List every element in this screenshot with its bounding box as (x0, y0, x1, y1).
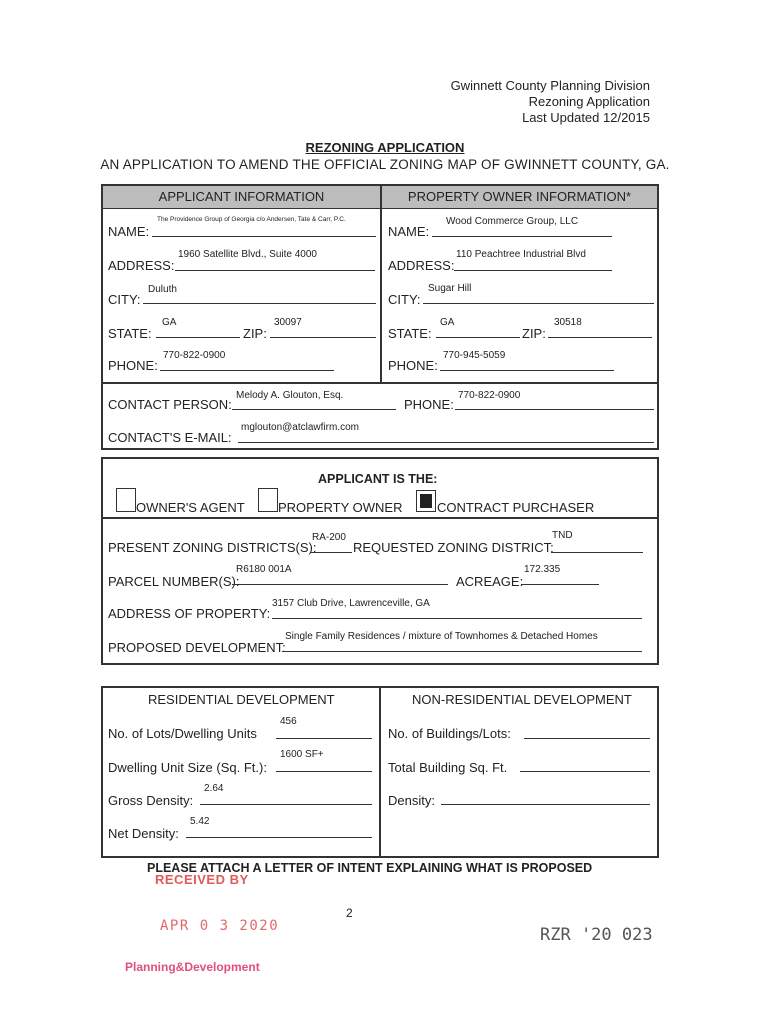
contact-phone-label: PHONE: (404, 397, 454, 412)
nonresidential-heading: NON-RESIDENTIAL DEVELOPMENT (412, 692, 632, 707)
residential-heading: RESIDENTIAL DEVELOPMENT (148, 692, 335, 707)
contact-person-value[interactable]: Melody A. Glouton, Esq. (236, 390, 344, 401)
attach-letter-note: PLEASE ATTACH A LETTER OF INTENT EXPLAINING WHAT IS PROPOSED (147, 861, 593, 875)
document-header (451, 78, 650, 126)
stamp-date: APR 0 3 2020 (160, 918, 280, 934)
total-sqft-line[interactable] (520, 771, 650, 772)
owner-zip-label: ZIP: (522, 326, 546, 341)
density-line[interactable] (441, 804, 650, 805)
form-title: REZONING APPLICATION (305, 140, 465, 155)
applicant-address-label: ADDRESS: (108, 258, 175, 273)
section-divider (380, 184, 382, 384)
property-address-line (272, 618, 642, 619)
acreage-label: ACREAGE: (456, 574, 524, 589)
owner-zip-value[interactable]: 30518 (554, 317, 582, 328)
received-stamp: RECEIVED BY (155, 872, 249, 887)
net-density-line (186, 837, 372, 838)
gross-density-value[interactable]: 2.64 (204, 783, 224, 794)
gross-density-label: Gross Density: (108, 793, 194, 808)
contact-person-label: CONTACT PERSON: (108, 397, 232, 412)
owner-city-value[interactable]: Sugar Hill (428, 283, 472, 294)
present-zoning-value[interactable]: RA-200 (312, 532, 346, 543)
parcel-number-label: PARCEL NUMBER(S): (108, 574, 240, 589)
lots-line (276, 738, 372, 739)
parcel-number-value[interactable]: R6180 001A (236, 564, 292, 575)
present-zoning-line (310, 552, 352, 553)
applicant-city-line (143, 303, 376, 304)
gross-density-line (200, 804, 372, 805)
acreage-line (521, 584, 599, 585)
proposed-development-line (282, 651, 642, 652)
property-owner-checkbox[interactable] (258, 488, 278, 512)
page-number: 2 (346, 906, 353, 920)
form-name: Rezoning Application (528, 94, 650, 109)
last-updated: Last Updated 12/2015 (522, 110, 650, 125)
acreage-value[interactable]: 172.335 (524, 564, 561, 575)
applicant-phone-label: PHONE: (108, 358, 158, 373)
contract-purchaser-label: CONTRACT PURCHASER (437, 500, 595, 515)
requested-zoning-value[interactable]: TND (552, 530, 573, 541)
property-owner-label: PROPERTY OWNER (278, 500, 403, 515)
owner-state-line (436, 337, 520, 338)
lots-value[interactable]: 456 (280, 716, 297, 727)
division-name: Gwinnett County Planning Division (450, 78, 650, 93)
owner-state-label: STATE: (388, 326, 432, 341)
total-sqft-label: Total Building Sq. Ft. (388, 760, 508, 775)
owner-city-label: CITY: (388, 292, 421, 307)
contract-purchaser-checkbox[interactable] (416, 490, 436, 512)
applicant-address-line (175, 270, 375, 271)
owner-name-value[interactable]: Wood Commerce Group, LLC (446, 216, 579, 227)
owner-address-line (454, 270, 612, 271)
applicant-name-line (152, 236, 376, 237)
owner-phone-line (440, 370, 614, 371)
development-divider (379, 686, 381, 858)
case-number: RZR '20 023 (540, 925, 653, 945)
proposed-development-label: PROPOSED DEVELOPMENT: (108, 640, 286, 655)
department-stamp: Planning&Development (125, 960, 260, 974)
unit-size-value[interactable]: 1600 SF+ (280, 749, 324, 760)
contact-phone-value[interactable]: 770-822-0900 (458, 390, 521, 401)
owner-address-label: ADDRESS: (388, 258, 455, 273)
owner-address-value[interactable]: 110 Peachtree Industrial Blvd (456, 249, 586, 260)
applicant-type-heading: APPLICANT IS THE: (318, 472, 438, 486)
contact-email-value[interactable]: mglouton@atclawfirm.com (241, 422, 359, 433)
checkbox-fill (420, 494, 432, 508)
lots-label: No. of Lots/Dwelling Units (108, 726, 257, 741)
owner-phone-label: PHONE: (388, 358, 438, 373)
applicant-zip-line (270, 337, 376, 338)
net-density-value[interactable]: 5.42 (190, 816, 210, 827)
property-address-value[interactable]: 3157 Club Drive, Lawrenceville, GA (272, 598, 430, 609)
buildings-line[interactable] (524, 738, 650, 739)
requested-zoning-line (551, 552, 643, 553)
proposed-development-value[interactable]: Single Family Residences / mixture of Townhomes & Detached Homes (285, 631, 598, 642)
owners-agent-checkbox[interactable] (116, 488, 136, 512)
owner-info-heading: PROPERTY OWNER INFORMATION* (382, 186, 657, 209)
applicant-state-label: STATE: (108, 326, 152, 341)
applicant-phone-value[interactable]: 770-822-0900 (163, 350, 226, 361)
applicant-info-heading: APPLICANT INFORMATION (103, 186, 380, 209)
applicant-phone-line (160, 370, 334, 371)
applicant-name-label: NAME: (108, 224, 150, 239)
applicant-name-value[interactable]: The Providence Group of Georgia c/o Andersen, Tate & Carr, P.C. (157, 216, 346, 223)
property-address-label: ADDRESS OF PROPERTY: (108, 606, 271, 621)
contact-phone-line (455, 409, 654, 410)
unit-size-label: Dwelling Unit Size (Sq. Ft.): (108, 760, 267, 775)
net-density-label: Net Density: (108, 826, 179, 841)
applicant-address-value[interactable]: 1960 Satellite Blvd., Suite 4000 (178, 249, 317, 260)
contact-email-label: CONTACT'S E-MAIL: (108, 430, 232, 445)
applicant-city-label: CITY: (108, 292, 141, 307)
owner-zip-line (548, 337, 652, 338)
present-zoning-label: PRESENT ZONING DISTRICTS(S): (108, 540, 317, 555)
owners-agent-label: OWNER'S AGENT (136, 500, 245, 515)
parcel-number-line (232, 584, 448, 585)
applicant-zip-value[interactable]: 30097 (274, 317, 302, 328)
density-label: Density: (388, 793, 435, 808)
unit-size-line (276, 771, 372, 772)
applicant-state-line (156, 337, 240, 338)
owner-city-line (423, 303, 654, 304)
applicant-zip-label: ZIP: (243, 326, 267, 341)
applicant-state-value[interactable]: GA (162, 317, 177, 328)
applicant-city-value[interactable]: Duluth (148, 284, 177, 295)
requested-zoning-label: REQUESTED ZONING DISTRICT: (353, 540, 554, 555)
contact-person-line (232, 409, 396, 410)
form-subtitle: AN APPLICATION TO AMEND THE OFFICIAL ZONING MAP OF GWINNETT COUNTY, GA. (100, 157, 670, 172)
owner-state-value[interactable]: GA (440, 317, 455, 328)
owner-name-line (432, 236, 612, 237)
buildings-label: No. of Buildings/Lots: (388, 726, 511, 741)
owner-phone-value[interactable]: 770-945-5059 (443, 350, 506, 361)
owner-name-label: NAME: (388, 224, 430, 239)
contact-email-line (238, 442, 654, 443)
